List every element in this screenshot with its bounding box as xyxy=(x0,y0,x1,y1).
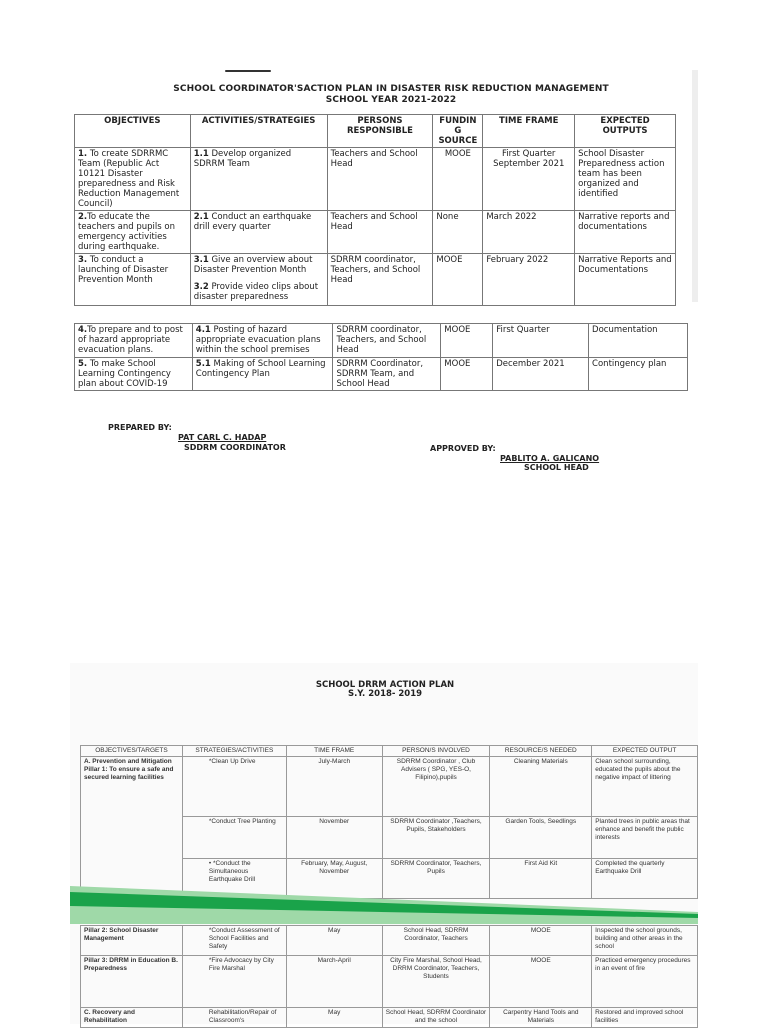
activity-number: 1.1 xyxy=(193,149,209,159)
header-persons: PERSONS RESPONSIBLE xyxy=(327,115,433,148)
header-strategies: STRATEGIES/ACTIVITIES xyxy=(182,746,286,757)
cell-activity xyxy=(190,148,327,211)
table-row xyxy=(75,211,676,254)
header-activities: ACTIVITIES/STRATEGIES xyxy=(190,115,327,148)
header-funding: FUNDIN G SOURCE xyxy=(433,115,483,148)
activity-number: 5.1 xyxy=(195,359,211,369)
cell-persons: Teachers and School Head xyxy=(327,148,433,211)
header-time-frame: TIME FRAME xyxy=(286,746,382,757)
table-row xyxy=(81,956,698,1008)
cell-output: Narrative reports and documentations xyxy=(575,211,676,254)
cell-time: First Quarter xyxy=(493,324,589,358)
cell-funding: MOOE xyxy=(441,358,493,391)
cell-objective xyxy=(81,757,183,899)
cell-activity: *Clean Up Drive xyxy=(182,757,286,817)
header-objectives: OBJECTIVES xyxy=(75,115,191,148)
activity-number: 3.1 xyxy=(193,255,209,265)
objective-number: 3. xyxy=(78,255,88,265)
header-time-frame: TIME FRAME xyxy=(483,115,575,148)
cell-persons: Teachers and School Head xyxy=(327,211,433,254)
activity-number: 2.1 xyxy=(193,212,209,222)
cell-objective xyxy=(81,1008,183,1028)
cell-resources: Cleaning Materials xyxy=(490,757,592,817)
objective-text: C. Recovery and Rehabilitation xyxy=(84,1009,135,1024)
cell-funding: MOOE xyxy=(433,148,483,211)
activity-text: Making of School Learning Contingency Plan xyxy=(195,359,326,379)
cell-activity: *Fire Advocacy by City Fire Marshal xyxy=(182,956,286,1008)
cell-output: Inspected the school grounds, building and other areas in the school xyxy=(592,926,698,956)
table-row xyxy=(75,254,676,306)
table-row xyxy=(81,1008,698,1028)
doc1-title-line2: SCHOOL YEAR 2021-2022 xyxy=(325,95,457,105)
doc1-title-line1: SCHOOL COORDINATOR'SACTION PLAN IN DISASTER RISK REDUCTION MANAGEMENT xyxy=(173,84,609,94)
objective-text: To create SDRRMC Team (Republic Act 10121 Disaster preparedness and Risk Reduction Management Council) xyxy=(78,149,180,209)
cell-resources: Garden Tools, Seedlings xyxy=(490,817,592,859)
approver-name: PABLITO A. GALICANO xyxy=(500,454,600,463)
table-row xyxy=(75,148,676,211)
cell-time: March-April xyxy=(286,956,382,1008)
doc2-table-a xyxy=(80,745,698,899)
table-header-row xyxy=(75,115,676,148)
activity-text: Posting of hazard appropriate evacuation plans within the school premises xyxy=(195,325,321,355)
objective-number: 5. xyxy=(78,359,88,369)
activity-text: *Conduct the Simultaneous Earthquake Drill xyxy=(208,860,256,883)
cell-resources: MOOE xyxy=(490,926,592,956)
cell-output: Completed the quarterly Earthquake Drill xyxy=(592,859,698,899)
cell-funding: None xyxy=(433,211,483,254)
preparer-title: SDDRM COORDINATOR xyxy=(184,443,286,452)
cell-time: First Quarter September 2021 xyxy=(483,148,575,211)
doc1-title xyxy=(96,84,686,106)
cell-output: Clean school surrounding, educated the pupils about the negative impact of littering xyxy=(592,757,698,817)
cell-resources: MOOE xyxy=(490,956,592,1008)
cell-output: Contingency plan xyxy=(589,358,688,391)
activity-text: Conduct an earthquake drill every quarter xyxy=(193,212,312,232)
green-band-decoration xyxy=(70,884,698,924)
cell-time: February, May, August, November xyxy=(286,859,382,899)
objective-text: Pillar 3: DRRM in Education B. Preparedness xyxy=(84,957,178,972)
table-row xyxy=(81,926,698,956)
cell-objective xyxy=(75,254,191,306)
header-persons-involved: PERSON/S INVOLVED xyxy=(382,746,490,757)
cell-persons: SDRRM Coordinator , Club Advisers ( SPG, YES-O, Filipino),pupils xyxy=(382,757,490,817)
table-row xyxy=(75,358,688,391)
objective-number: 2. xyxy=(78,212,88,222)
cell-persons: School Head, SDRRM Coordinator and the school xyxy=(382,1008,490,1028)
cell-persons: School Head, SDRRM Coordinator, Teachers xyxy=(382,926,490,956)
cell-resources: Carpentry Hand Tools and Materials xyxy=(490,1008,592,1028)
objective-text: To prepare and to post of hazard appropriate evacuation plans. xyxy=(78,325,183,355)
cell-time: February 2022 xyxy=(483,254,575,306)
cell-activity: *Conduct Assessment of School Facilities and Safety xyxy=(182,926,286,956)
doc2-title-line1: SCHOOL DRRM ACTION PLAN xyxy=(315,680,455,690)
page-top-mark xyxy=(225,70,271,72)
table-header-row xyxy=(81,746,698,757)
cell-time: May xyxy=(286,926,382,956)
doc2-table-b xyxy=(80,925,698,1028)
cell-output: Practiced emergency procedures in an event of fire xyxy=(592,956,698,1008)
cell-output: Planted trees in public areas that enhance and benefit the public interests xyxy=(592,817,698,859)
cell-time: July-March xyxy=(286,757,382,817)
cell-objective xyxy=(81,926,183,956)
cell-resources: First Aid Kit xyxy=(490,859,592,899)
objective-text: To make School Learning Contingency plan about COVID-19 xyxy=(78,359,171,389)
objective-number: 4. xyxy=(78,325,88,335)
cell-time: November xyxy=(286,817,382,859)
cell-activity: Rehabilitation/Repair of Classroom's xyxy=(182,1008,286,1028)
cell-objective xyxy=(75,324,193,358)
cell-objective xyxy=(75,148,191,211)
cell-output: Documentation xyxy=(589,324,688,358)
activity-number: 4.1 xyxy=(195,325,211,335)
cell-time: December 2021 xyxy=(493,358,589,391)
cell-persons: SDRRM coordinator, Teachers, and School Head xyxy=(327,254,433,306)
activity-text: Give an overview about Disaster Prevention Month xyxy=(193,255,313,275)
objective-heading: A. Prevention and Mitigation xyxy=(84,758,172,765)
doc2-title xyxy=(250,681,520,699)
doc2-title-line2: S.Y. 2018- 2019 xyxy=(347,689,423,699)
cell-persons: SDRRM Coordinator, Teachers, Pupils xyxy=(382,859,490,899)
cell-activity: *Conduct Tree Planting xyxy=(182,817,286,859)
prepared-by-label: PREPARED BY: xyxy=(108,423,172,432)
objective-number: 1. xyxy=(78,149,88,159)
cell-persons: City Fire Marshal, School Head, DRRM Coordinator, Teachers, Students xyxy=(382,956,490,1008)
cell-activity xyxy=(190,254,327,306)
cell-time: March 2022 xyxy=(483,211,575,254)
approver-title: SCHOOL HEAD xyxy=(524,463,589,472)
header-resources: RESOURCE/S NEEDED xyxy=(490,746,592,757)
preparer-name: PAT CARL C. HADAP xyxy=(178,433,267,442)
page-edge-shadow xyxy=(692,70,698,302)
cell-objective xyxy=(75,211,191,254)
activity-number: 3.2 xyxy=(193,282,209,292)
objective-text: Pillar 2: School Disaster Management xyxy=(84,927,159,942)
approved-by-label: APPROVED BY: xyxy=(430,444,496,453)
header-expected-outputs: EXPECTED OUTPUTS xyxy=(575,115,676,148)
cell-output: Narrative Reports and Documentations xyxy=(575,254,676,306)
cell-objective xyxy=(75,358,193,391)
header-objectives-targets: OBJECTIVES/TARGETS xyxy=(81,746,183,757)
cell-output: School Disaster Preparedness action team has been organized and identified xyxy=(575,148,676,211)
cell-objective xyxy=(81,956,183,1008)
doc1-table-a xyxy=(74,114,676,306)
activity-text: Develop organized SDRRM Team xyxy=(193,149,292,169)
cell-funding: MOOE xyxy=(433,254,483,306)
cell-persons: SDRRM Coordinator, SDRRM Team, and School Head xyxy=(333,358,441,391)
objective-text: To educate the teachers and pupils on emergency activities during earthquake. xyxy=(78,212,175,252)
cell-activity xyxy=(192,358,333,391)
objective-text: To conduct a launching of Disaster Prevention Month xyxy=(78,255,169,285)
table-row xyxy=(75,324,688,358)
objective-pillar: Pillar 1: To ensure a safe and secured learning facilities xyxy=(84,766,174,781)
doc1-table-b xyxy=(74,323,688,391)
bullet-icon: • xyxy=(208,860,213,867)
cell-persons: SDRRM coordinator, Teachers, and School Head xyxy=(333,324,441,358)
header-expected-output: EXPECTED OUTPUT xyxy=(592,746,698,757)
cell-funding: MOOE xyxy=(441,324,493,358)
table-row xyxy=(81,757,698,817)
cell-activity xyxy=(190,211,327,254)
cell-time: May xyxy=(286,1008,382,1028)
cell-output: Restored and improved school facilities xyxy=(592,1008,698,1028)
cell-persons: SDRRM Coordinator ,Teachers, Pupils, Stakeholders xyxy=(382,817,490,859)
activity-text: Provide video clips about disaster preparedness xyxy=(193,282,319,302)
cell-activity xyxy=(192,324,333,358)
